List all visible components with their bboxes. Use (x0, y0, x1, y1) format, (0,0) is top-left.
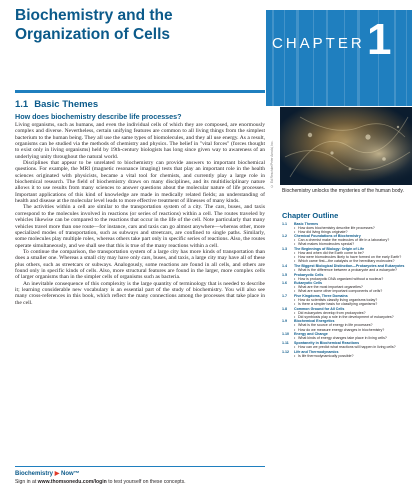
bullet-icon: • (294, 238, 296, 243)
outline-question (282, 315, 408, 319)
outline-section-number: 1.11 (282, 340, 289, 345)
section-heading (15, 99, 98, 110)
section-number: 1.1 (15, 99, 29, 110)
outline-section-title: Prokaryotic Cells (294, 272, 324, 277)
chapter-title-line-1: Biochemistry and the (15, 7, 173, 24)
brand-arrow-icon: ▶ (54, 471, 60, 477)
outline-section-number: 1.7 (282, 293, 287, 298)
brand-name: Biochemistry (15, 471, 54, 477)
bullet-icon: • (294, 242, 296, 247)
bullet-icon: • (294, 302, 296, 307)
body-text (15, 122, 265, 306)
outline-question-text: What is the source of energy in life processes? (298, 323, 373, 328)
body-paragraph: To continue the comparison, the transportation system of a large city has more kinds of transportation than does a smaller one. Whereas a small city may have only cars, buses, and taxis, a large city may have all of these plus others, such as streetcars or subways. Analogously, some reactions are found in all cells, and others are found only in specific kinds of cells. Also, more structural features are found in the larger, more complex cells of larger organisms than in the simpler cells of organisms such as bacteria. (15, 248, 265, 281)
photo-illustration (280, 107, 412, 185)
outline-question-text: How do we measure energy changes in biochemistry? (298, 327, 385, 332)
outline-section-number: 1.3 (282, 247, 287, 252)
outline-question-text: What makes biomolecules special? (298, 242, 355, 247)
outline-question-text: How is prokaryotic DNA organized without a nucleus? (298, 276, 384, 281)
outline-question (282, 328, 408, 332)
outline-question (282, 268, 408, 272)
outline-question-text: Did symbiosis play a role in the development of eukaryotes? (298, 314, 394, 319)
chapter-title (15, 6, 265, 44)
outline-section-number: 1.10 (282, 332, 289, 337)
outline-question-text: Is there a simpler basis for classifying organisms? (298, 302, 378, 307)
outline-question-text: Is life thermodynamically possible? (298, 353, 354, 358)
outline-question-text: Can a chemist make the molecules of life in a laboratory? (298, 238, 390, 243)
bullet-icon: • (294, 259, 296, 264)
outline-question (282, 336, 408, 340)
outline-question (282, 230, 408, 234)
outline-question-text: How does biochemistry describe life processes? (298, 225, 375, 230)
bullet-icon: • (294, 353, 296, 358)
bullet-icon: • (294, 336, 296, 341)
outline-section-title: Eukaryotic Cells (294, 281, 322, 286)
bullet-icon: • (294, 310, 296, 315)
outline-section-number: 1.4 (282, 263, 287, 268)
outline-section-title: Biochemical Energetics (294, 319, 335, 324)
body-paragraph: The activities within a cell are similar to the transportation system of a city. The cars, buses, and taxis correspond to the molecules involved in reactions (or series of reactions) within a cell. The routes traveled by vehicles likewise can be compared to the reactions that occur in the life of the cell. Note particularly that many vehicles travel more than one route—for instance, cars and taxis can go almost anywhere—whereas other, more specialized modes of transportation, such as subways and streetcars, are confined to single paths. Similarly, some molecules play multiple roles, whereas others take part only in specific series of reactions. Also, the routes operate simultaneously, and we shall see that this is true of the many reactions within a cell. (15, 204, 265, 249)
bullet-icon: • (294, 267, 296, 272)
outline-question-text: How and when did the Earth come to be? (298, 251, 364, 256)
outline-section-number: 1.5 (282, 272, 287, 277)
chapter-number: 1 (367, 15, 392, 64)
outline-section-number: 1.8 (282, 306, 287, 311)
outline-section-title: Basic Themes (294, 221, 319, 226)
chapter-outline-heading: Chapter Outline (282, 211, 339, 220)
outline-question (282, 242, 408, 246)
outline-section-title: Chemical Foundations of Biochemistry (294, 234, 361, 239)
outline-question-text: How were biomolecules likely to have formed on the early Earth? (298, 255, 402, 260)
photo-credit: © Ed Reschke/Peter Arnold, Inc. (270, 140, 274, 188)
outline-section-number: 1.12 (282, 349, 289, 354)
outline-section-number: 1.2 (282, 234, 287, 239)
bullet-icon: • (294, 298, 296, 302)
chapter-label: CHAPTER (272, 35, 365, 52)
outline-section-title: Spontaneity in Biochemical Reactions (294, 340, 360, 345)
outline-section-number: 1.6 (282, 281, 287, 286)
signin-suffix: to test yourself on these concepts. (106, 479, 186, 485)
chapter-title-line-2: Organization of Cells (15, 26, 171, 43)
bullet-icon: • (294, 289, 296, 294)
outline-question (282, 345, 408, 349)
outline-question-text: Did eukaryotes develop from prokaryotes? (298, 310, 366, 315)
bullet-icon: • (294, 255, 296, 260)
outline-section-number: 1.9 (282, 319, 287, 324)
outline-section-number: 1.1 (282, 221, 287, 226)
bullet-icon: • (294, 344, 296, 349)
outline-section-title: Energy and Change (294, 332, 328, 337)
outline-question-text: How do scientists classify living organisms today? (298, 298, 378, 302)
bullet-icon: • (294, 327, 296, 332)
outline-question-text: What is the difference between a prokaryote and a eukaryote? (298, 267, 398, 272)
bullet-icon: • (294, 276, 296, 281)
section-title: Basic Themes (34, 99, 99, 110)
brand-suffix: Now™ (60, 471, 80, 477)
outline-section-title: Five Kingdoms, Three Domains (294, 293, 348, 298)
bullet-icon: • (294, 323, 296, 328)
outline-section-title: The Beginnings of Biology: Origin of Life (294, 247, 365, 252)
outline-question (282, 259, 408, 263)
outline-question (282, 302, 408, 306)
footer-rule (15, 466, 265, 467)
outline-question (282, 289, 408, 293)
bullet-icon: • (294, 314, 296, 319)
outline-section-title: The Biggest Biological Distinction—Prokaryotes and Eukaryotes (294, 263, 405, 268)
outline-question-text: How can we predict what reactions will happen in living cells? (298, 344, 396, 349)
outline-question (282, 277, 408, 281)
chapter-outline (282, 221, 408, 358)
bullet-icon: • (294, 225, 296, 230)
body-paragraph: An inevitable consequence of this complexity is the large quantity of terminology that is needed to describe it; learning considerable new vocabulary is an essential part of the study of biochemistry. You will also see many cross-references in this book, which reflect the many connections among the processes that take place in the cell. (15, 280, 265, 306)
body-paragraph: Disciplines that appear to be unrelated to biochemistry can provide answers to important biochemical questions. For example, the MRI (magnetic resonance imaging) tests that play an important role in the health sciences originated with physicists, became a vital tool for chemists, and currently play a large role in biochemical research. The field of biochemistry draws on many disciplines, and its multidisciplinary nature allows it to use results from many sciences to answer questions about the molecular nature of life processes. Important applications of this kind of knowledge are made in medically related fields; an understanding of health and disease at the molecular level leads to more effective treatment of illnesses of many kinds. (15, 160, 265, 205)
title-rule (15, 90, 265, 93)
signin-prefix: Sign in at (15, 479, 38, 485)
outline-section-title: Common Ground for All Cells (294, 306, 345, 311)
body-paragraph: Living organisms, such as humans, and even the individual cells of which they are composed, are enormously complex and diverse. Nevertheless, certain unifying features are common to all living things from the simplest bacterium to the human being. They all use the same types of biomolecules, and they all use energy. As a result, organisms can be studied via the methods of chemistry and physics. The belief in "vital forces" (forces thought to exist only in living organisms) held by 19th-century biologists has long since given way to awareness of an underlying unity throughout the natural world. (15, 122, 265, 160)
outline-section-title: Life and Thermodynamics (294, 349, 339, 354)
outline-question-text: What kinds of energy changes take place in living cells? (298, 336, 387, 341)
outline-question-text: What are the most important organelles? (298, 285, 363, 290)
outline-question-text: What are some other important components of cells? (298, 289, 383, 294)
photo-caption: Biochemistry unlocks the mysteries of the human body. (282, 188, 404, 194)
outline-question-text: How did living things originate? (298, 229, 348, 234)
bullet-icon: • (294, 251, 296, 256)
outline-question-text: Which came first—the catalysts or the hereditary molecules? (298, 259, 395, 264)
outline-question (282, 354, 408, 358)
bullet-icon: • (294, 229, 296, 234)
signin-link[interactable]: www.thomsonedu.com/login (37, 479, 107, 485)
section-question: How does biochemistry describe life processes? (15, 112, 182, 121)
signin-note (15, 479, 265, 485)
human-body-photo (280, 107, 412, 185)
bullet-icon: • (294, 285, 296, 290)
biochemistry-now-logo (15, 470, 80, 477)
